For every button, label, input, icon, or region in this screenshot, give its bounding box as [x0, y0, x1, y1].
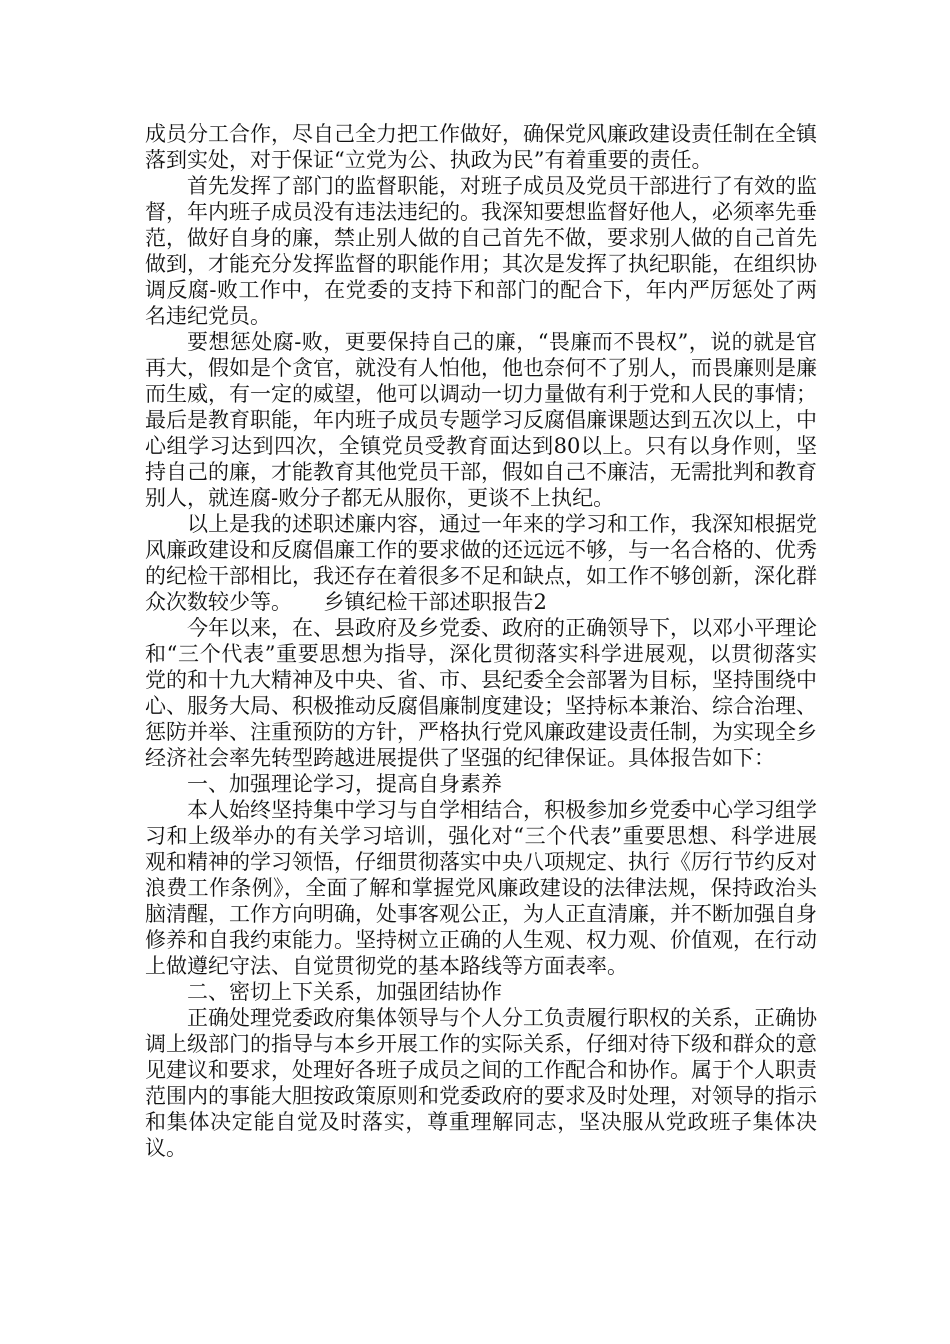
paragraph-supervision: 首先发挥了部门的监督职能，对班子成员及党员干部进行了有效的监督，年内班子成员没有违法违纪的。我深知要想监督好他人，必须率先垂范，做好自身的廉，禁止别人做的自己首先不做，要求别人做的自己首先做到，才能充分发挥监督的职能作用；其次是发挥了执纪职能，在组织协调反腐-败工作中，在党委的支持下和部门的配合下，年内严厉惩处了两名违纪党员。 [145, 174, 817, 328]
document-body [145, 121, 817, 1161]
paragraph-continued: 成员分工合作，尽自己全力把工作做好，确保党风廉政建设责任制在全镇落到实处，对于保证“立党为公、执政为民”有着重要的责任。 [145, 122, 817, 172]
section-heading-1: 一、加强理论学习，提高自身素养 [187, 772, 502, 796]
paragraph-summary: 以上是我的述职述廉内容，通过一年来的学习和工作，我深知根据党风廉政建设和反腐倡廉工作的要求做的还远远不够，与一名合格的、优秀的纪检干部相比，我还存在着很多不足和缺点，如工作不够创新，深化群众次数较少等。 乡镇纪检干部述职报告2 [145, 512, 817, 614]
paragraph-intro-report-2: 今年以来，在、县政府及乡党委、政府的正确领导下，以邓小平理论和“三个代表”重要思想为指导，深化贯彻落实科学进展观，以贯彻落实党的和十九大精神及中央、省、市、县纪委全会部署为目标，坚持围绕中心、服务大局、积极推动反腐倡廉制度建设；坚持标本兼治、综合治理、惩防并举、注重预防的方针，严格执行党风廉政建设责任制，为实现全乡经济社会率先转型跨越进展提供了坚强的纪律保证。具体报告如下： [145, 616, 817, 770]
paragraph-anticorruption: 要想惩处腐-败，更要保持自己的廉，“畏廉而不畏权”，说的就是官再大，假如是个贪官，就没有人怕他，他也奈何不了别人，而畏廉则是廉而生威，有一定的威望，他可以调动一切力量做有利于党和人民的事情；最后是教育职能，年内班子成员专题学习反腐倡廉课题达到五次以上，中心组学习达到四次，全镇党员受教育面达到80以上。只有以身作则，坚持自己的廉，才能教育其他党员干部，假如自己不廉洁，无需批判和教育别人，就连腐-败分子都无从服你，更谈不上执纪。 [145, 330, 817, 510]
paragraph-cooperation: 正确处理党委政府集体领导与个人分工负责履行职权的关系，正确协调上级部门的指导与本乡开展工作的实际关系，仔细对待下级和群众的意见建议和要求，处理好各班子成员之间的工作配合和协作。属于个人职责范围内的事能大胆按政策原则和党委政府的要求及时处理，对领导的指示和集体决定能自觉及时落实，尊重理解同志，坚决服从党政班子集体决议。 [145, 1006, 817, 1160]
paragraph-study: 本人始终坚持集中学习与自学相结合，积极参加乡党委中心学习组学习和上级举办的有关学习培训，强化对“三个代表”重要思想、科学进展观和精神的学习领悟，仔细贯彻落实中央八项规定、执行《厉行节约反对浪费工作条例》，全面了解和掌握党风廉政建设的法律法规，保持政治头脑清醒，工作方向明确，处事客观公正，为人正直清廉，并不断加强自身修养和自我约束能力。坚持树立正确的人生观、权力观、价值观，在行动上做遵纪守法、自觉贯彻党的基本路线等方面表率。 [145, 798, 817, 978]
section-heading-2: 二、密切上下关系，加强团结协作 [187, 980, 502, 1004]
